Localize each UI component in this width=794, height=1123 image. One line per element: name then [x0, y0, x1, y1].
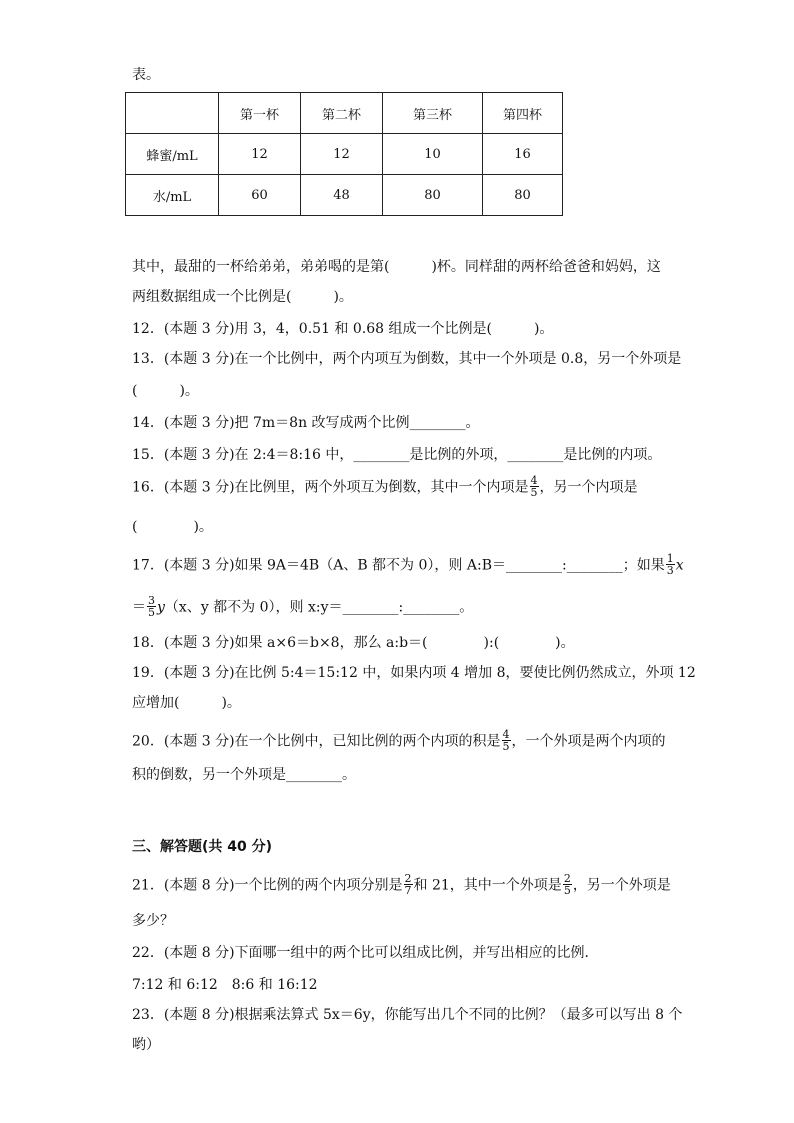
table-cell: 12	[301, 134, 383, 175]
question-17-line1	[132, 554, 684, 577]
question-16-text-post: ，另一个内项是	[539, 479, 638, 496]
question-16-line1	[132, 476, 638, 499]
question-17-text-post: （x、y 都不为 0），则 x:y＝________:________。	[164, 599, 474, 616]
intro-tail: 表。	[132, 67, 160, 83]
question-16-text: 16．(本题 3 分)在比例里，两个外项互为倒数，其中一个内项是	[132, 479, 529, 496]
fraction-numerator: 2	[563, 872, 571, 885]
fraction-denominator: 5	[563, 884, 571, 897]
fraction-numerator: 3	[148, 594, 155, 607]
table-cell: 60	[219, 175, 301, 216]
table-cell: 10	[383, 134, 483, 175]
table-row	[126, 175, 563, 216]
table-header-cell: 第三杯	[383, 93, 483, 134]
question-22-line2: 7:12 和 6:12 8:6 和 16:12	[132, 977, 318, 993]
question-12: 12．(本题 3 分)用 3，4，0.51 和 0.68 组成一个比例是( )。	[132, 321, 554, 337]
table-header-cell: 第二杯	[301, 93, 383, 134]
fraction-denominator: 5	[530, 486, 538, 499]
fraction-numerator: 2	[404, 872, 412, 885]
question-11-line1: 其中，最甜的一杯给弟弟，弟弟喝的是第( )杯。同样甜的两杯给爸爸和妈妈，这	[132, 259, 661, 275]
fraction	[502, 729, 511, 752]
honey-water-table	[125, 92, 563, 216]
section-3-title: 三、解答题(共 40 分)	[132, 839, 273, 855]
question-23-line1: 23．(本题 8 分)根据乘法算式 5x＝6y，你能写出几个不同的比例？（最多可以写出 8 个	[132, 1007, 683, 1023]
question-15: 15．(本题 3 分)在 2:4＝8:16 中，________是比例的外项，________是比例的内项。	[132, 447, 662, 463]
question-23-line2: 哟）	[132, 1037, 160, 1053]
fraction	[530, 475, 539, 498]
question-17-eq: ＝	[132, 599, 146, 616]
question-13-line2: ( )。	[132, 383, 199, 399]
fraction-numerator: 4	[530, 474, 538, 487]
question-21-line2: 多少？	[132, 913, 174, 929]
question-20-text: 20．(本题 3 分)在一个比例中，已知比例的两个内项的积是	[132, 733, 501, 750]
table-header-cell	[126, 93, 219, 134]
table-row	[126, 134, 563, 175]
fraction-denominator: 7	[404, 884, 412, 897]
table-header-row	[126, 93, 563, 134]
question-17-line2	[132, 596, 473, 619]
fraction-numerator: 1	[666, 552, 674, 565]
fraction	[404, 873, 413, 896]
fraction-denominator: 5	[148, 606, 155, 619]
question-22-line1: 22．(本题 8 分)下面哪一组中的两个比可以组成比例，并写出相应的比例．	[132, 945, 599, 961]
question-19-line2: 应增加( )。	[132, 695, 241, 711]
table-cell: 80	[383, 175, 483, 216]
question-19-line1: 19．(本题 3 分)在比例 5:4＝15:12 中，如果内项 4 增加 8，要使比例仍然成立，外项 12	[132, 665, 696, 681]
question-11-line2: 两组数据组成一个比例是( )。	[132, 289, 353, 305]
table-header-cell: 第四杯	[483, 93, 563, 134]
table-cell: 80	[483, 175, 563, 216]
question-18: 18．(本题 3 分)如果 a×6＝b×8，那么 a:b＝( ):( )。	[132, 635, 575, 651]
question-21-text-post: ，另一个外项是	[572, 877, 671, 894]
table-cell: 16	[483, 134, 563, 175]
question-20-line2: 积的倒数，另一个外项是________。	[132, 767, 356, 783]
question-21-text: 21．(本题 8 分)一个比例的两个内项分别是	[132, 877, 403, 894]
fraction-denominator: 3	[666, 564, 674, 577]
table-cell: 48	[301, 175, 383, 216]
table-row-label: 蜂蜜/mL	[126, 134, 219, 175]
question-21-text-mid: 和 21，其中一个外项是	[413, 877, 562, 894]
question-14: 14．(本题 3 分)把 7m＝8n 改写成两个比例________。	[132, 415, 480, 431]
fraction	[563, 873, 572, 896]
variable-x: x	[675, 557, 684, 574]
table-row-label: 水/mL	[126, 175, 219, 216]
question-16-line2: ( )。	[132, 519, 213, 535]
table-header-cell: 第一杯	[219, 93, 301, 134]
fraction-numerator: 4	[502, 728, 510, 741]
fraction	[147, 595, 156, 618]
question-20-line1	[132, 730, 666, 753]
table-cell: 12	[219, 134, 301, 175]
fraction-denominator: 5	[502, 740, 510, 753]
fraction	[666, 553, 675, 576]
question-21-line1	[132, 874, 671, 897]
question-20-text-post: ，一个外项是两个内项的	[511, 733, 666, 750]
question-17-text: 17．(本题 3 分)如果 9A＝4B（A、B 都不为 0），则 A:B＝________:________；如果	[132, 557, 665, 574]
variable-y: y	[157, 599, 165, 616]
question-13-line1: 13．(本题 3 分)在一个比例中，两个内项互为倒数，其中一个外项是 0.8，另一个外项是	[132, 351, 682, 367]
